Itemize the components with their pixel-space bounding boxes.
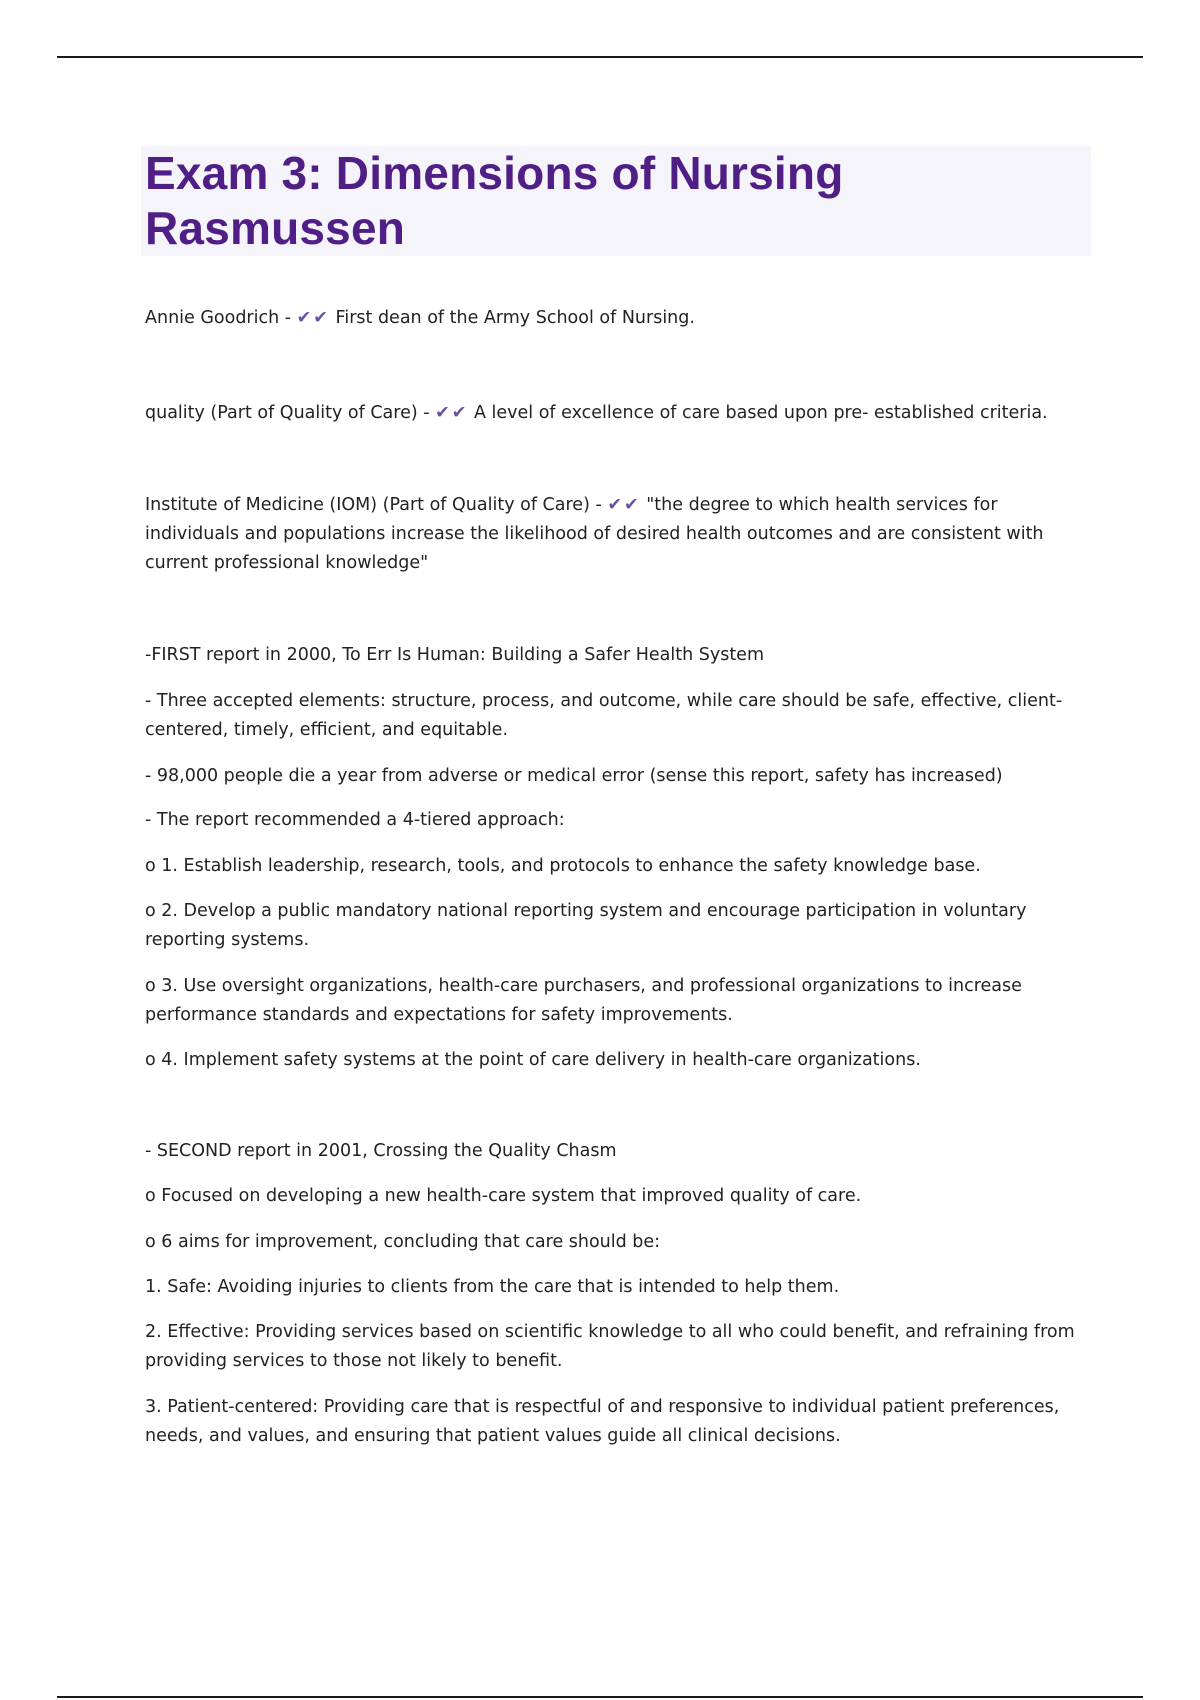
paragraph: - The report recommended a 4-tiered approach: bbox=[145, 810, 565, 830]
list-item: o 1. Establish leadership, research, tools, and protocols to enhance the safety knowledge base. bbox=[145, 856, 981, 876]
entry-annie-goodrich bbox=[145, 304, 1085, 333]
list-item: o 3. Use oversight organizations, health-care purchasers, and professional organizations to increase performance standards and expectations for safety improvements. bbox=[145, 976, 1022, 1025]
entry-definition: "the degree to which health services for individuals and populations increase the likelihood of desired health outcomes and are consistent with current professional knowledge" bbox=[145, 495, 1044, 573]
check-mark-icon: ✔✔ bbox=[607, 495, 641, 515]
entry-quality bbox=[145, 399, 1085, 428]
check-mark-icon: ✔✔ bbox=[296, 308, 330, 328]
title-banner bbox=[141, 146, 1091, 256]
list-item: o Focused on developing a new health-care system that improved quality of care. bbox=[145, 1186, 862, 1206]
list-item: o 2. Develop a public mandatory national reporting system and encourage participation in voluntary reporting systems. bbox=[145, 901, 1027, 950]
list-item: 3. Patient-centered: Providing care that is respectful of and responsive to individual patient preferences, needs, and values, and ensuring that patient values guide all clinical decisions. bbox=[145, 1397, 1060, 1446]
list-item: o 6 aims for improvement, concluding that care should be: bbox=[145, 1232, 661, 1252]
paragraph: -FIRST report in 2000, To Err Is Human: Building a Safer Health System bbox=[145, 645, 764, 665]
check-mark-icon: ✔✔ bbox=[435, 403, 469, 423]
list-item: 1. Safe: Avoiding injuries to clients from the care that is intended to help them. bbox=[145, 1277, 840, 1297]
entry-definition: A level of excellence of care based upon pre- established criteria. bbox=[474, 403, 1048, 423]
document-title: Exam 3: Dimensions of Nursing Rasmussen bbox=[145, 147, 844, 254]
entry-term: quality (Part of Quality of Care) - bbox=[145, 403, 436, 423]
header-rule bbox=[57, 56, 1143, 58]
list-item: o 4. Implement safety systems at the point of care delivery in health-care organizations. bbox=[145, 1050, 921, 1070]
footer-rule bbox=[57, 1696, 1143, 1698]
entry-iom bbox=[145, 491, 1085, 578]
paragraph: - 98,000 people die a year from adverse or medical error (sense this report, safety has increased) bbox=[145, 766, 1003, 786]
entry-term: Institute of Medicine (IOM) (Part of Quality of Care) - bbox=[145, 495, 608, 515]
entry-term: Annie Goodrich - bbox=[145, 308, 297, 328]
paragraph: - SECOND report in 2001, Crossing the Quality Chasm bbox=[145, 1141, 617, 1161]
entry-definition: First dean of the Army School of Nursing. bbox=[335, 308, 695, 328]
paragraph: - Three accepted elements: structure, process, and outcome, while care should be safe, effective, client-centered, timely, efficient, and equitable. bbox=[145, 691, 1063, 740]
list-item: 2. Effective: Providing services based on scientific knowledge to all who could benefit, and refraining from providing services to those not likely to benefit. bbox=[145, 1322, 1075, 1371]
